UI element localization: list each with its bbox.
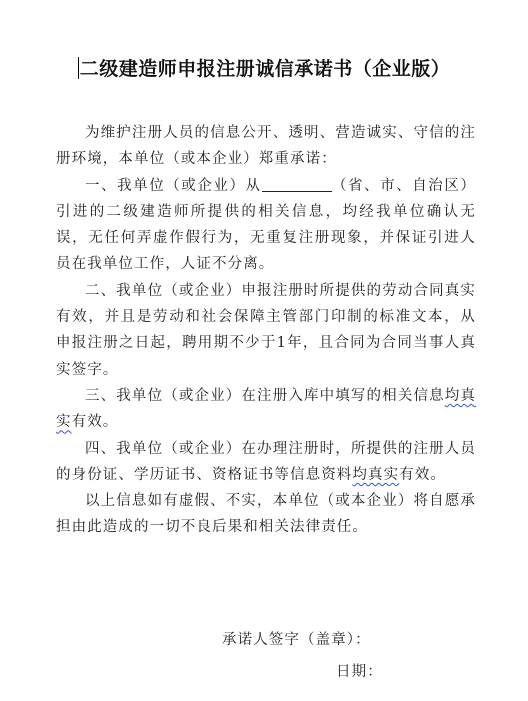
paragraph-4-marked: 均真实 — [352, 466, 400, 483]
paragraph-3-marked: 均真实 — [56, 387, 476, 431]
paragraph-4 — [56, 436, 476, 489]
province-blank-field[interactable] — [262, 177, 332, 192]
date-label: 日期： — [336, 664, 383, 680]
intro-paragraph: 为维护注册人员的信息公开、透明、营造诚实、守信的注册环境，本单位（或本企业）郑重承诺： — [56, 125, 476, 168]
paragraph-3-tail: 有效。 — [71, 414, 119, 431]
document-body — [56, 120, 476, 541]
paragraph-3-text: 三、我单位（或企业）在注册入库中填写的相关信息 — [85, 387, 445, 404]
paragraph-3 — [56, 383, 476, 436]
signature-label: 承诺人签字（盖章）： — [222, 632, 371, 648]
paragraph-1-rest: （省、市、自治区）引进的二级建造师所提供的相关信息，均经我单位确认无误，无任何弄虚作假行为，无重复注册现象，并保证引进人员在我单位工作，人证不分离。 — [56, 177, 476, 273]
paragraph-2: 二、我单位（或企业）申报注册时所提供的劳动合同真实有效，并且是劳动和社会保障主管部门印制的标准文本，从申报注册之日起，聘用期不少于1年，且合同为合同当事人真实签字。 — [56, 282, 476, 378]
title-block — [0, 54, 528, 81]
paragraph-1-lead: 一、我单位（或企业）从 — [85, 177, 262, 194]
paragraph-4-text: 四、我单位（或企业）在办理注册时，所提供的注册人员的身份证、学历证书、资格证书等信息资料 — [56, 440, 476, 483]
document-title: 二级建造师申报注册诚信承诺书（企业版） — [79, 58, 451, 80]
text-cursor — [78, 57, 79, 79]
paragraph-1 — [56, 173, 476, 278]
paragraph-5: 以上信息如有虚假、不实，本单位（或本企业）将自愿承担由此造成的一切不良后果和相关法律责任。 — [56, 493, 476, 536]
paragraph-4-tail: 有效。 — [399, 466, 447, 483]
